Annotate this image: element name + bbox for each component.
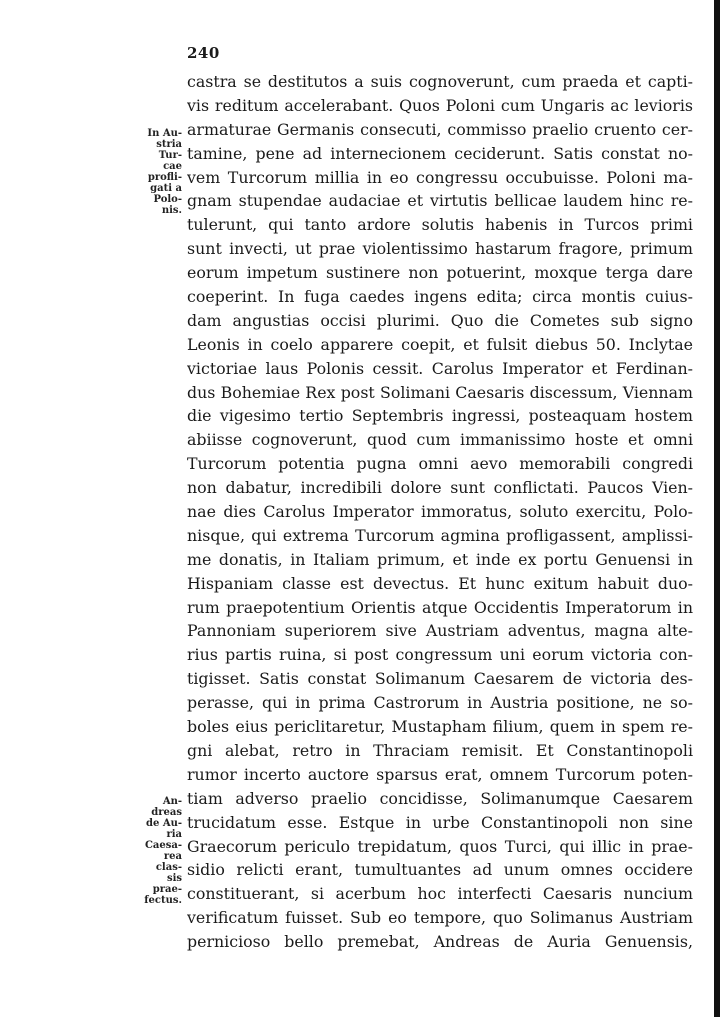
text-line: die vigesimo tertio Septembris ingressi, posteaquam hostem [187, 406, 693, 426]
text-line: rumor incerto auctore sparsus erat, omnem Turcorum poten- [187, 764, 693, 784]
text-line: abiisse cognoverunt, quod cum immanissimo hoste et omni [187, 430, 693, 450]
margin-note-line: stria [156, 139, 182, 150]
text-line: vis reditum accelerabant. Quos Poloni cum Ungaris ac levioris [187, 95, 693, 115]
margin-note-line: profli- [147, 172, 182, 183]
margin-note-turks-defeated [130, 128, 182, 216]
text-line: eorum impetum sustinere non potuerint, moxque terga dare [187, 263, 693, 283]
text-line: tulerunt, qui tanto ardore solutis habenis in Turcos primi [187, 215, 693, 235]
text-line: trucidatum esse. Estque in urbe Constantinopoli non sine [187, 812, 693, 832]
text-line: coeperint. In fuga caedes ingens edita; circa montis cuius- [187, 287, 693, 307]
margin-note-line: prae- [152, 884, 182, 895]
body-text [187, 70, 693, 954]
text-line: constituerant, si acerbum hoc interfecti Caesaris nuncium [187, 884, 693, 904]
margin-note-line: nis. [161, 205, 182, 216]
text-line: rum praepotentium Orientis atque Occidentis Imperatorum in [187, 597, 693, 617]
text-line: dam angustias occisi plurimi. Quo die Cometes sub signo [187, 310, 693, 330]
margin-note-line: cae [163, 161, 182, 172]
margin-note-line: de Au- [145, 818, 182, 829]
margin-note-line: clas- [155, 862, 182, 873]
text-line: gni alebat, retro in Thraciam remisit. Et Constantinopoli [187, 740, 693, 760]
text-line: nae dies Carolus Imperator immoratus, soluto exercitu, Polo- [187, 502, 693, 522]
margin-note-andreas-de-auria [130, 796, 182, 906]
text-line: armaturae Germanis consecuti, commisso praelio cruento cer- [187, 119, 693, 139]
margin-note-line: Caesa- [144, 840, 182, 851]
text-line: vem Turcorum millia in eo congressu occubuisse. Poloni ma- [187, 167, 693, 187]
text-line: dus Bohemiae Rex post Solimani Caesaris discessum, Viennam [187, 382, 693, 402]
margin-note-line: sis [166, 873, 182, 884]
margin-note-line: gati a [150, 183, 182, 194]
text-line: Turcorum potentia pugna omni aevo memorabili congredi [187, 454, 693, 474]
margin-note-line: Polo- [153, 194, 182, 205]
text-line: sunt invecti, ut prae violentissimo hastarum fragore, primum [187, 239, 693, 259]
text-line: me donatis, in Italiam primum, et inde ex portu Genuensi in [187, 549, 693, 569]
margin-note-line: Tur- [158, 150, 182, 161]
text-line: gnam stupendae audaciae et virtutis bellicae laudem hinc re- [187, 191, 693, 211]
text-line: tamine, pene ad internecionem ceciderunt. Satis constat no- [187, 143, 693, 163]
text-line: Hispaniam classe est devectus. Et hunc exitum habuit duo- [187, 573, 693, 593]
text-line: Pannoniam superiorem sive Austriam adventus, magna alte- [187, 621, 693, 641]
text-line: Leonis in coelo apparere coepit, et fulsit diebus 50. Inclytae [187, 334, 693, 354]
text-line: victoriae laus Polonis cessit. Carolus Imperator et Ferdinan- [187, 358, 693, 378]
margin-note-line: In Au- [147, 128, 182, 139]
margin-note-line: fectus. [144, 895, 182, 906]
margin-note-line: rea [163, 851, 182, 862]
margin-note-line: ria [166, 829, 182, 840]
text-line: verificatum fuisset. Sub eo tempore, quo Solimanus Austriam [187, 908, 693, 928]
text-line: tigisset. Satis constat Solimanum Caesarem de victoria des- [187, 669, 693, 689]
text-line: perasse, qui in prima Castrorum in Austria positione, ne so- [187, 693, 693, 713]
text-line: pernicioso bello premebat, Andreas de Auria Genuensis, [187, 932, 693, 952]
text-line: sidio relicti erant, tumultuantes ad unum omnes occidere [187, 860, 693, 880]
margin-note-line: An- [162, 796, 182, 807]
text-line: non dabatur, incredibili dolore sunt conflictati. Paucos Vien- [187, 478, 693, 498]
page-edge-shadow [714, 0, 720, 1017]
text-line: boles eius periclitaretur, Mustapham filium, quem in spem re- [187, 717, 693, 737]
margin-note-line: dreas [151, 807, 182, 818]
text-line: rius partis ruina, si post congressum uni eorum victoria con- [187, 645, 693, 665]
text-line: castra se destitutos a suis cognoverunt, cum praeda et capti- [187, 72, 693, 91]
page-number: 240 [187, 44, 220, 62]
text-line: tiam adverso praelio concidisse, Solimanumque Caesarem [187, 788, 693, 808]
text-line: nisque, qui extrema Turcorum agmina profligassent, amplissi- [187, 525, 693, 545]
text-line: Graecorum periculo trepidatum, quos Turci, qui illic in prae- [187, 836, 693, 856]
